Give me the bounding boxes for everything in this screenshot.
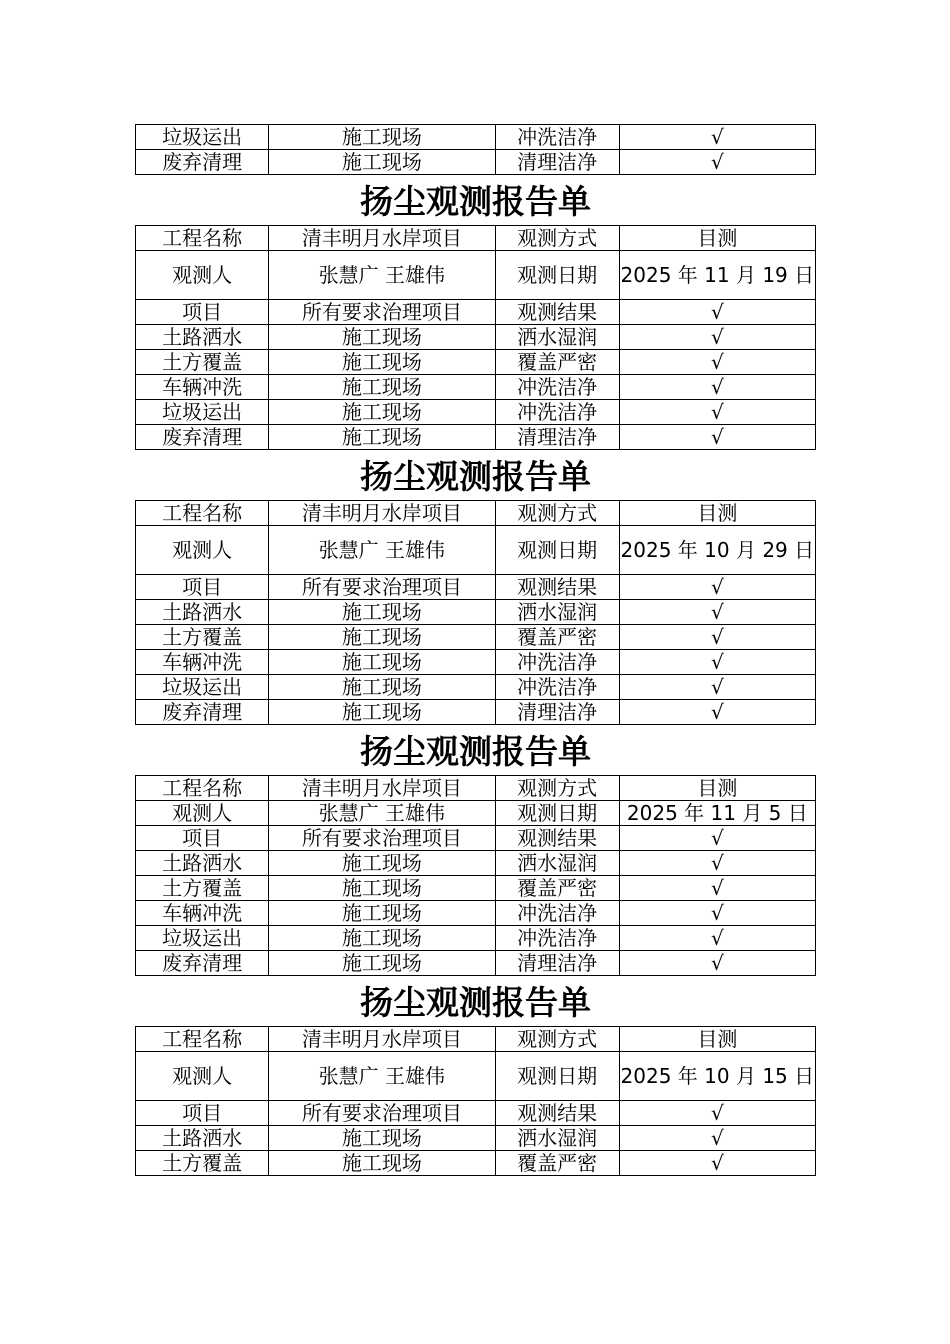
- result-value: √: [619, 300, 815, 325]
- standard-cell: 清理洁净: [495, 150, 619, 175]
- project-value: 清丰明月水岸项目: [269, 226, 495, 251]
- check-cell: √: [619, 400, 815, 425]
- check-cell: √: [619, 901, 815, 926]
- method-label: 观测方式: [495, 501, 619, 526]
- standard-cell: 冲洗洁净: [495, 375, 619, 400]
- result-label: 观测结果: [495, 1101, 619, 1126]
- project-value: 清丰明月水岸项目: [269, 501, 495, 526]
- standard-cell: 清理洁净: [495, 951, 619, 976]
- table-row: [136, 700, 816, 725]
- items-value: 所有要求治理项目: [269, 575, 495, 600]
- check-cell: √: [619, 425, 815, 450]
- item-cell: 垃圾运出: [136, 400, 269, 425]
- check-cell: √: [619, 1126, 815, 1151]
- table-row: [136, 325, 816, 350]
- item-cell: 废弃清理: [136, 150, 269, 175]
- item-cell: 土路洒水: [136, 1126, 269, 1151]
- items-row: [136, 1101, 816, 1126]
- location-cell: 施工现场: [269, 901, 495, 926]
- item-cell: 垃圾运出: [136, 926, 269, 951]
- item-cell: 土路洒水: [136, 325, 269, 350]
- item-cell: 土方覆盖: [136, 1151, 269, 1176]
- location-cell: 施工现场: [269, 150, 495, 175]
- observer-row: [136, 1052, 816, 1101]
- project-label: 工程名称: [136, 226, 269, 251]
- date-label: 观测日期: [495, 1052, 619, 1101]
- report-table: [135, 500, 816, 725]
- result-value: √: [619, 575, 815, 600]
- table-row: [136, 600, 816, 625]
- check-cell: √: [619, 125, 815, 150]
- report-title: 扬尘观测报告单: [360, 983, 591, 1022]
- check-cell: √: [619, 951, 815, 976]
- table-row: [136, 150, 816, 175]
- location-cell: 施工现场: [269, 876, 495, 901]
- item-cell: 垃圾运出: [136, 125, 269, 150]
- table-row: [136, 425, 816, 450]
- observer-label: 观测人: [136, 801, 269, 826]
- check-cell: √: [619, 876, 815, 901]
- items-label: 项目: [136, 1101, 269, 1126]
- location-cell: 施工现场: [269, 125, 495, 150]
- location-cell: 施工现场: [269, 700, 495, 725]
- location-cell: 施工现场: [269, 425, 495, 450]
- location-cell: 施工现场: [269, 325, 495, 350]
- item-cell: 废弃清理: [136, 951, 269, 976]
- location-cell: 施工现场: [269, 350, 495, 375]
- check-cell: √: [619, 926, 815, 951]
- item-cell: 土方覆盖: [136, 625, 269, 650]
- location-cell: 施工现场: [269, 650, 495, 675]
- standard-cell: 冲洗洁净: [495, 400, 619, 425]
- items-row: [136, 826, 816, 851]
- item-cell: 废弃清理: [136, 700, 269, 725]
- item-cell: 车辆冲洗: [136, 650, 269, 675]
- table-row: [136, 926, 816, 951]
- standard-cell: 冲洗洁净: [495, 650, 619, 675]
- location-cell: 施工现场: [269, 951, 495, 976]
- observer-value: 张慧广 王雄伟: [269, 1052, 495, 1101]
- items-label: 项目: [136, 826, 269, 851]
- table-row: [136, 650, 816, 675]
- date-label: 观测日期: [495, 801, 619, 826]
- observer-value: 张慧广 王雄伟: [269, 801, 495, 826]
- report-title: 扬尘观测报告单: [360, 182, 591, 221]
- items-label: 项目: [136, 300, 269, 325]
- check-cell: √: [619, 675, 815, 700]
- check-cell: √: [619, 625, 815, 650]
- standard-cell: 洒水湿润: [495, 600, 619, 625]
- item-cell: 废弃清理: [136, 425, 269, 450]
- observer-label: 观测人: [136, 1052, 269, 1101]
- method-value: 目测: [619, 501, 815, 526]
- method-value: 目测: [619, 776, 815, 801]
- check-cell: √: [619, 150, 815, 175]
- table-row: [136, 951, 816, 976]
- document-content: [135, 124, 816, 1176]
- items-row: [136, 300, 816, 325]
- standard-cell: 清理洁净: [495, 425, 619, 450]
- item-cell: 土路洒水: [136, 600, 269, 625]
- report-title: 扬尘观测报告单: [360, 732, 591, 771]
- location-cell: 施工现场: [269, 1151, 495, 1176]
- item-cell: 土方覆盖: [136, 876, 269, 901]
- observer-row: [136, 251, 816, 300]
- standard-cell: 覆盖严密: [495, 876, 619, 901]
- result-label: 观测结果: [495, 300, 619, 325]
- check-cell: √: [619, 700, 815, 725]
- project-row: [136, 226, 816, 251]
- project-row: [136, 1027, 816, 1052]
- project-label: 工程名称: [136, 1027, 269, 1052]
- observer-row: [136, 526, 816, 575]
- table-row: [136, 1126, 816, 1151]
- report-table: [135, 775, 816, 976]
- table-row: [136, 400, 816, 425]
- location-cell: 施工现场: [269, 1126, 495, 1151]
- location-cell: 施工现场: [269, 926, 495, 951]
- items-row: [136, 575, 816, 600]
- table-row: [136, 625, 816, 650]
- observer-label: 观测人: [136, 251, 269, 300]
- table-row: [136, 125, 816, 150]
- check-cell: √: [619, 851, 815, 876]
- location-cell: 施工现场: [269, 400, 495, 425]
- date-value: 2025 年 10 月 29 日: [619, 526, 815, 575]
- standard-cell: 覆盖严密: [495, 350, 619, 375]
- report-table: [135, 1026, 816, 1176]
- date-label: 观测日期: [495, 526, 619, 575]
- check-cell: √: [619, 375, 815, 400]
- standard-cell: 冲洗洁净: [495, 675, 619, 700]
- observer-value: 张慧广 王雄伟: [269, 526, 495, 575]
- standard-cell: 冲洗洁净: [495, 901, 619, 926]
- item-cell: 车辆冲洗: [136, 901, 269, 926]
- table-row: [136, 1151, 816, 1176]
- method-label: 观测方式: [495, 776, 619, 801]
- check-cell: √: [619, 1151, 815, 1176]
- date-label: 观测日期: [495, 251, 619, 300]
- table-row: [136, 851, 816, 876]
- standard-cell: 冲洗洁净: [495, 926, 619, 951]
- method-label: 观测方式: [495, 226, 619, 251]
- item-cell: 土路洒水: [136, 851, 269, 876]
- check-cell: √: [619, 325, 815, 350]
- observer-row: [136, 801, 816, 826]
- standard-cell: 洒水湿润: [495, 325, 619, 350]
- method-label: 观测方式: [495, 1027, 619, 1052]
- result-label: 观测结果: [495, 575, 619, 600]
- result-label: 观测结果: [495, 826, 619, 851]
- result-value: √: [619, 1101, 815, 1126]
- table-row: [136, 901, 816, 926]
- observer-value: 张慧广 王雄伟: [269, 251, 495, 300]
- check-cell: √: [619, 600, 815, 625]
- report-table-fragment: [135, 124, 816, 175]
- project-value: 清丰明月水岸项目: [269, 776, 495, 801]
- observer-label: 观测人: [136, 526, 269, 575]
- table-row: [136, 675, 816, 700]
- location-cell: 施工现场: [269, 375, 495, 400]
- location-cell: 施工现场: [269, 851, 495, 876]
- standard-cell: 覆盖严密: [495, 1151, 619, 1176]
- report-table: [135, 225, 816, 450]
- project-row: [136, 776, 816, 801]
- date-value: 2025 年 11 月 5 日: [619, 801, 815, 826]
- project-label: 工程名称: [136, 501, 269, 526]
- standard-cell: 洒水湿润: [495, 851, 619, 876]
- items-value: 所有要求治理项目: [269, 826, 495, 851]
- item-cell: 车辆冲洗: [136, 375, 269, 400]
- date-value: 2025 年 10 月 15 日: [619, 1052, 815, 1101]
- standard-cell: 清理洁净: [495, 700, 619, 725]
- method-value: 目测: [619, 226, 815, 251]
- location-cell: 施工现场: [269, 600, 495, 625]
- table-row: [136, 876, 816, 901]
- items-value: 所有要求治理项目: [269, 1101, 495, 1126]
- location-cell: 施工现场: [269, 675, 495, 700]
- item-cell: 垃圾运出: [136, 675, 269, 700]
- standard-cell: 洒水湿润: [495, 1126, 619, 1151]
- project-label: 工程名称: [136, 776, 269, 801]
- method-value: 目测: [619, 1027, 815, 1052]
- standard-cell: 覆盖严密: [495, 625, 619, 650]
- check-cell: √: [619, 650, 815, 675]
- date-value: 2025 年 11 月 19 日: [619, 251, 815, 300]
- report-title: 扬尘观测报告单: [360, 457, 591, 496]
- project-row: [136, 501, 816, 526]
- items-label: 项目: [136, 575, 269, 600]
- project-value: 清丰明月水岸项目: [269, 1027, 495, 1052]
- location-cell: 施工现场: [269, 625, 495, 650]
- items-value: 所有要求治理项目: [269, 300, 495, 325]
- table-row: [136, 350, 816, 375]
- table-row: [136, 375, 816, 400]
- check-cell: √: [619, 350, 815, 375]
- result-value: √: [619, 826, 815, 851]
- standard-cell: 冲洗洁净: [495, 125, 619, 150]
- item-cell: 土方覆盖: [136, 350, 269, 375]
